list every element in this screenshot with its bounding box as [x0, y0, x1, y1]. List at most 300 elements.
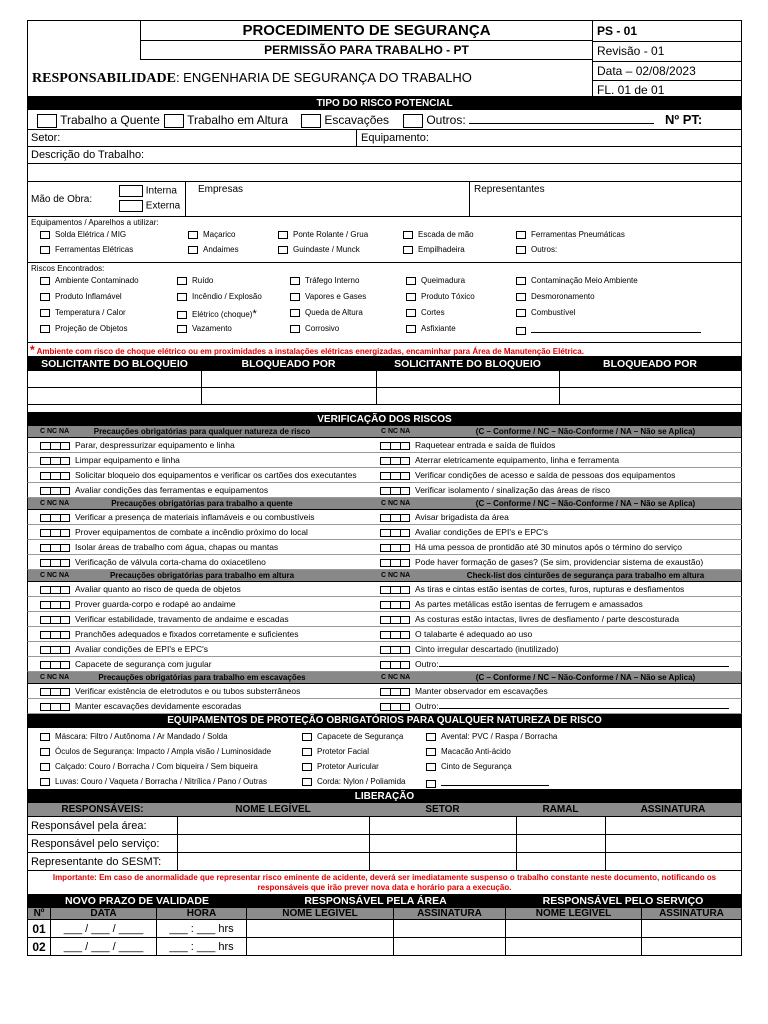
item-label: Pranchões adequados e fixados corretamente e suficientes [75, 629, 299, 639]
cnc-checkboxes[interactable] [40, 703, 70, 711]
divider [376, 371, 377, 387]
verification-item[interactable] [380, 612, 679, 626]
cnc-checkboxes[interactable] [380, 442, 410, 450]
equipment-option[interactable] [403, 245, 465, 254]
risk-option[interactable] [406, 308, 445, 317]
cnc-label: C NC NA [40, 572, 70, 579]
option-label: Contaminação Meio Ambiente [531, 276, 638, 285]
equipment-option[interactable] [40, 245, 133, 254]
verification-item[interactable] [40, 684, 300, 698]
lock-h1: SOLICITANTE DO BLOQUEIO [41, 358, 188, 370]
verification-row [27, 642, 742, 657]
item-label: Outro: [415, 701, 439, 711]
option-label: Maçarico [203, 230, 236, 239]
section-left-title: Precauções obrigatórias para qualquer natureza de risco [93, 427, 311, 436]
option-hot-work[interactable] [37, 110, 160, 130]
description-blank-row[interactable] [27, 164, 742, 182]
ppe-option[interactable] [426, 747, 511, 756]
equipment-option[interactable] [516, 230, 625, 239]
validity-cell[interactable] [393, 938, 394, 955]
cnc-checkboxes[interactable] [380, 529, 410, 537]
verification-item[interactable] [380, 453, 619, 467]
risk-option[interactable] [290, 308, 363, 317]
risk-option[interactable] [40, 308, 126, 317]
item-label: Aterrar eletricamente equipamento, linha e ferramenta [415, 455, 620, 465]
risk-option[interactable] [516, 292, 595, 301]
setor-row [27, 130, 742, 147]
risk-option[interactable] [290, 292, 366, 301]
option-label: Corrosivo [305, 324, 340, 333]
divider [559, 371, 560, 387]
checkbox[interactable] [302, 763, 312, 771]
equipment-option[interactable] [278, 230, 368, 239]
equipment-option[interactable] [516, 245, 557, 254]
risk-option[interactable] [40, 276, 139, 285]
item-label: Verificar isolamento / sinalização das áreas de risco [415, 485, 611, 495]
checkbox[interactable] [177, 311, 187, 319]
option-label: Ambiente Contaminado [55, 276, 139, 285]
equipment-option[interactable] [188, 230, 235, 239]
ppe-option[interactable] [40, 747, 271, 756]
cnc-checkboxes[interactable] [40, 472, 70, 480]
cnc-checkboxes[interactable] [40, 586, 70, 594]
validity-cell[interactable] [246, 938, 247, 955]
release-header [27, 803, 742, 817]
verification-item[interactable] [40, 483, 268, 497]
release-role: Representante do SESMT: [31, 856, 162, 868]
validity-cell[interactable] [641, 938, 642, 955]
cnc-checkboxes[interactable] [40, 661, 70, 669]
important-note: Importante: Em caso de anormalidade que representar risco eminente de acidente, deverá ser imediatamente suspenso o trabalho constante neste documento, notificando os responsáveis que irão prever nova data e horário para a execução. [27, 871, 742, 895]
verification-section-header [27, 426, 742, 438]
checkbox[interactable] [40, 325, 50, 333]
option-label: Empilhadeira [418, 245, 465, 254]
labor-label: Mão de Obra: [31, 194, 93, 205]
other-ppe-input[interactable] [441, 777, 549, 786]
verification-row [27, 510, 742, 525]
cnc-checkboxes[interactable] [380, 646, 410, 654]
verification-item[interactable] [40, 657, 212, 671]
release-cell[interactable] [177, 835, 369, 852]
checkbox[interactable] [40, 231, 50, 239]
release-rows [27, 817, 742, 871]
cnc-checkboxes[interactable] [40, 529, 70, 537]
validity-cell[interactable] [641, 920, 642, 937]
option-label: Escavações [324, 113, 390, 127]
cnc-checkboxes[interactable] [40, 544, 70, 552]
validity-date[interactable]: ___ / ___ / ____ [50, 920, 156, 937]
validity-time[interactable]: ___ : ___ hrs [156, 938, 246, 955]
warning-asterisk: * [30, 343, 35, 357]
cnc-checkboxes[interactable] [380, 457, 410, 465]
checkbox[interactable] [301, 114, 321, 128]
option-label: Ruído [192, 276, 214, 285]
checkbox[interactable] [516, 246, 526, 254]
checkbox[interactable] [40, 309, 50, 317]
risk-option[interactable] [40, 292, 122, 301]
risk-type-title: TIPO DO RISCO POTENCIAL [27, 97, 742, 110]
cnc-checkboxes[interactable] [40, 487, 70, 495]
verification-item[interactable] [380, 657, 729, 671]
checkbox[interactable] [516, 327, 526, 335]
validity-rows [27, 920, 742, 956]
equipment-option[interactable] [188, 245, 239, 254]
checkbox[interactable] [302, 733, 312, 741]
option-label: Protetor Auricular [317, 762, 379, 771]
item-label: Avaliar condições de EPI's e EPC's [75, 644, 209, 654]
risk-option[interactable] [406, 276, 465, 285]
cnc-checkboxes[interactable] [40, 457, 70, 465]
release-cell[interactable] [177, 817, 369, 834]
option-label: Queimadura [421, 276, 466, 285]
equipamento-field[interactable] [356, 130, 429, 146]
risk-type-row [27, 110, 742, 130]
item-label: Avaliar condições de EPI's e EPC's [415, 527, 549, 537]
doc-info [592, 21, 742, 96]
checkbox[interactable] [40, 748, 50, 756]
verification-item[interactable] [40, 453, 180, 467]
release-h-name: NOME LEGÍVEL [235, 804, 311, 815]
vh-num: Nº [33, 908, 45, 919]
option-label: Tráfego Interno [305, 276, 360, 285]
checkbox[interactable] [40, 277, 50, 285]
item-label: Avaliar quanto ao risco de queda de objetos [75, 584, 241, 594]
verification-item[interactable] [380, 438, 555, 452]
release-h-resp: RESPONSÁVEIS: [61, 804, 144, 815]
risk-option[interactable] [40, 324, 128, 333]
verification-item[interactable] [380, 468, 675, 482]
cnc-checkboxes[interactable] [380, 688, 410, 696]
checkbox[interactable] [188, 231, 198, 239]
lock-row[interactable] [27, 388, 742, 405]
checkbox[interactable] [406, 309, 416, 317]
cnc-checkboxes[interactable] [380, 514, 410, 522]
checkbox[interactable] [177, 293, 187, 301]
checkbox[interactable] [119, 185, 143, 197]
ppe-option[interactable] [40, 762, 258, 771]
option-label: Ponte Rolante / Grua [293, 230, 369, 239]
checkbox[interactable] [40, 778, 50, 786]
ppe-option[interactable] [40, 732, 228, 741]
lock-h3: SOLICITANTE DO BLOQUEIO [394, 358, 541, 370]
verification-row [27, 438, 742, 453]
divider [376, 388, 377, 404]
verification-sections [27, 426, 742, 714]
verification-item[interactable] [380, 540, 682, 554]
cnc-checkboxes[interactable] [380, 544, 410, 552]
section-right-title: (C – Conforme / NC – Não-Conforme / NA – Não se Aplica) [475, 499, 696, 508]
checkbox[interactable] [290, 277, 300, 285]
verification-item[interactable] [380, 582, 684, 596]
verification-item[interactable] [40, 642, 208, 656]
equipment-option[interactable] [403, 230, 474, 239]
checkbox[interactable] [403, 231, 413, 239]
labor-external[interactable] [119, 200, 180, 212]
cnc-checkboxes[interactable] [380, 472, 410, 480]
risks-label: Riscos Encontrados: [31, 264, 105, 273]
group-validity: NOVO PRAZO DE VALIDADE [65, 895, 209, 907]
validity-cell[interactable] [505, 920, 506, 937]
checkbox[interactable] [177, 325, 187, 333]
checkbox[interactable] [177, 277, 187, 285]
checkbox[interactable] [164, 114, 184, 128]
equipment-option[interactable] [278, 245, 360, 254]
checkbox[interactable] [403, 114, 423, 128]
risk-option[interactable] [290, 324, 339, 333]
verification-item[interactable] [380, 642, 559, 656]
item-label: Isolar áreas de trabalho com água, chapas ou mantas [75, 542, 279, 552]
verification-item[interactable] [40, 555, 266, 569]
verification-row [27, 555, 742, 570]
checkbox[interactable] [516, 231, 526, 239]
verification-item[interactable] [40, 597, 236, 611]
cnc-checkboxes[interactable] [40, 688, 70, 696]
validity-cell[interactable] [393, 920, 394, 937]
verification-item[interactable] [380, 597, 643, 611]
option-label: Ferramentas Pneumáticas [531, 230, 625, 239]
other-input[interactable] [439, 699, 729, 709]
release-cell[interactable] [177, 853, 369, 870]
vh-date: DATA [50, 908, 156, 919]
validity-cell[interactable] [505, 938, 506, 955]
release-h-ext: RAMAL [542, 804, 579, 815]
risk-option[interactable] [516, 324, 701, 335]
release-cell[interactable] [605, 817, 743, 834]
verification-item[interactable] [40, 612, 289, 626]
validity-row [27, 938, 742, 956]
risk-option[interactable] [177, 324, 232, 333]
cnc-checkboxes[interactable] [380, 559, 410, 567]
validity-time[interactable]: ___ : ___ hrs [156, 920, 246, 937]
cnc-checkboxes[interactable] [380, 661, 410, 669]
checkbox[interactable] [426, 780, 436, 788]
section-right-title: Check-list dos cinturões de segurança para trabalho em altura [466, 571, 705, 580]
release-cell[interactable] [516, 853, 605, 870]
cnc-checkboxes[interactable] [40, 559, 70, 567]
checkbox[interactable] [188, 246, 198, 254]
group-area: RESPONSÁVEL PELA ÁREA [304, 895, 447, 907]
checkbox[interactable] [290, 293, 300, 301]
cnc-checkboxes[interactable] [40, 646, 70, 654]
cnc-label: C NC NA [40, 500, 70, 507]
option-label: Produto Inflamável [55, 292, 122, 301]
other-risk-input[interactable] [531, 324, 701, 333]
cnc-checkboxes[interactable] [380, 601, 410, 609]
lock-h4: BLOQUEADO POR [603, 358, 697, 370]
checkbox[interactable] [426, 733, 436, 741]
cnc-checkboxes[interactable] [40, 601, 70, 609]
section-left-title: Precauções obrigatórias para trabalho em escavações [98, 673, 306, 682]
doc-sheet: FL. 01 de 01 [597, 83, 665, 97]
checkbox[interactable] [40, 763, 50, 771]
ppe-option[interactable] [302, 762, 379, 771]
option-excavation[interactable] [301, 110, 389, 130]
item-label: Parar, despressurizar equipamento e linha [75, 440, 235, 450]
checkbox[interactable] [278, 246, 288, 254]
release-cell[interactable] [516, 835, 605, 852]
verification-row [27, 582, 742, 597]
labor-internal[interactable] [119, 185, 177, 197]
option-label: Externa [145, 200, 181, 212]
item-label: Manter observador em escavações [415, 686, 548, 696]
option-label: Projeção de Objetos [55, 324, 128, 333]
release-cell[interactable] [605, 853, 743, 870]
verification-item[interactable] [380, 627, 532, 641]
risk-option[interactable] [406, 324, 456, 333]
verification-item[interactable] [380, 699, 729, 713]
item-label: Capacete de segurança com jugular [75, 659, 212, 669]
verification-item[interactable] [40, 627, 299, 641]
cnc-label: C NC NA [381, 500, 411, 507]
option-label: Ferramentas Elétricas [55, 245, 134, 254]
verification-item[interactable] [380, 555, 703, 569]
item-label: Solicitar bloqueio dos equipamentos e verificar os cartões dos executantes [75, 470, 357, 480]
option-label: Trabalho a Quente [60, 113, 160, 127]
vh-area-name: NOME LEGÍVEL [246, 908, 393, 919]
risk-option[interactable] [406, 292, 475, 301]
equipment-option[interactable] [40, 230, 126, 239]
checkbox[interactable] [406, 325, 416, 333]
verification-item[interactable] [40, 699, 241, 713]
responsibility [32, 69, 472, 87]
item-label: As costuras estão intactas, livres de desfiamento / parte descosturada [415, 614, 680, 624]
verification-section-header [27, 498, 742, 510]
risk-option[interactable] [177, 276, 213, 285]
checkbox[interactable] [406, 277, 416, 285]
item-label: Verificar estabilidade, travamento de andaime e escadas [75, 614, 289, 624]
warning-text: Ambiente com risco de choque elétrico ou em proximidades a instalações elétricas energizadas, encaminhar para Área de Manutenção Elétrica. [36, 347, 584, 356]
validity-cell[interactable] [246, 920, 247, 937]
verification-row [27, 684, 742, 699]
others-input[interactable] [469, 111, 654, 124]
risk-option[interactable] [290, 276, 359, 285]
representatives-field[interactable] [469, 182, 741, 216]
ppe-option[interactable] [302, 732, 403, 741]
item-label: Cinto irregular descartado (inutilizado) [415, 644, 559, 654]
option-label: Vazamento [192, 324, 232, 333]
verification-item[interactable] [380, 684, 548, 698]
checkbox[interactable] [302, 748, 312, 756]
vh-service-sign: ASSINATURA [641, 908, 741, 919]
risk-option[interactable] [516, 276, 638, 285]
option-label: Protetor Facial [317, 747, 370, 756]
cnc-checkboxes[interactable] [380, 487, 410, 495]
checkbox[interactable] [40, 733, 50, 741]
setor-label: Setor: [31, 132, 61, 144]
form-header [27, 20, 742, 97]
option-others[interactable] [403, 110, 654, 130]
checkbox[interactable] [278, 231, 288, 239]
validity-date[interactable]: ___ / ___ / ____ [50, 938, 156, 955]
cnc-checkboxes[interactable] [380, 703, 410, 711]
validity-groups [27, 895, 742, 908]
verification-item[interactable] [40, 438, 235, 452]
release-cell[interactable] [369, 835, 516, 852]
risk-option[interactable] [177, 308, 257, 320]
verification-item[interactable] [40, 468, 357, 482]
checkbox[interactable] [516, 277, 526, 285]
cnc-checkboxes[interactable] [40, 442, 70, 450]
cnc-label: C NC NA [381, 572, 411, 579]
release-cell[interactable] [605, 835, 743, 852]
risk-option[interactable] [516, 308, 575, 317]
verification-item[interactable] [40, 525, 308, 539]
vh-service-name: NOME LEGÍVEL [505, 908, 641, 919]
cnc-checkboxes[interactable] [40, 616, 70, 624]
option-label: Vapores e Gases [305, 292, 367, 301]
checkbox[interactable] [403, 246, 413, 254]
option-height-work[interactable] [164, 110, 288, 130]
cnc-checkboxes[interactable] [380, 616, 410, 624]
verification-row [27, 627, 742, 642]
verification-item[interactable] [40, 540, 278, 554]
verification-item[interactable] [380, 510, 509, 524]
ppe-option[interactable] [302, 777, 405, 786]
risks-block [27, 263, 742, 343]
release-h-sign: ASSINATURA [640, 804, 706, 815]
verification-item[interactable] [40, 582, 241, 596]
checkbox[interactable] [516, 309, 526, 317]
divider [559, 388, 560, 404]
verification-item[interactable] [380, 525, 548, 539]
lock-row[interactable] [27, 371, 742, 388]
option-label: Macacão Anti-ácido [441, 747, 511, 756]
verification-item[interactable] [40, 510, 315, 524]
cnc-checkboxes[interactable] [40, 514, 70, 522]
responsibility-value: : ENGENHARIA DE SEGURANÇA DO TRABALHO [175, 70, 472, 85]
release-cell[interactable] [369, 853, 516, 870]
item-label: Limpar equipamento e linha [75, 455, 180, 465]
ppe-option[interactable] [426, 732, 557, 741]
cnc-label: C NC NA [40, 674, 70, 681]
checkbox[interactable] [516, 293, 526, 301]
checkbox[interactable] [426, 748, 436, 756]
ppe-option[interactable] [302, 747, 369, 756]
ppe-option[interactable] [40, 777, 267, 786]
checkbox[interactable] [406, 293, 416, 301]
checkbox[interactable] [40, 246, 50, 254]
item-label: O talabarte é adequado ao uso [415, 629, 533, 639]
option-label: Cortes [421, 308, 445, 317]
description-row[interactable] [27, 147, 742, 164]
cnc-checkboxes[interactable] [40, 631, 70, 639]
risk-option[interactable] [177, 292, 262, 301]
release-cell[interactable] [516, 817, 605, 834]
item-label: Verificar existência de eletrodutos e ou tubos substerrâneos [75, 686, 301, 696]
ppe-option[interactable] [426, 762, 512, 771]
checkbox[interactable] [290, 309, 300, 317]
group-service: RESPONSÁVEL PELO SERVIÇO [542, 895, 704, 907]
checkbox[interactable] [40, 293, 50, 301]
checkbox[interactable] [426, 763, 436, 771]
cnc-checkboxes[interactable] [380, 586, 410, 594]
verification-item[interactable] [380, 483, 610, 497]
other-input[interactable] [439, 657, 729, 667]
release-row [27, 835, 742, 853]
companies-field[interactable] [185, 182, 469, 216]
electrical-warning [27, 343, 742, 357]
verification-row [27, 468, 742, 483]
doc-code: PS - 01 [593, 21, 742, 42]
checkbox[interactable] [302, 778, 312, 786]
ppe-option[interactable] [426, 777, 549, 788]
section-left-title: Precauções obrigatórias para trabalho a quente [111, 499, 293, 508]
checkbox[interactable] [290, 325, 300, 333]
release-cell[interactable] [369, 817, 516, 834]
checkbox[interactable] [37, 114, 57, 128]
cnc-checkboxes[interactable] [380, 631, 410, 639]
checkbox[interactable] [119, 200, 143, 212]
